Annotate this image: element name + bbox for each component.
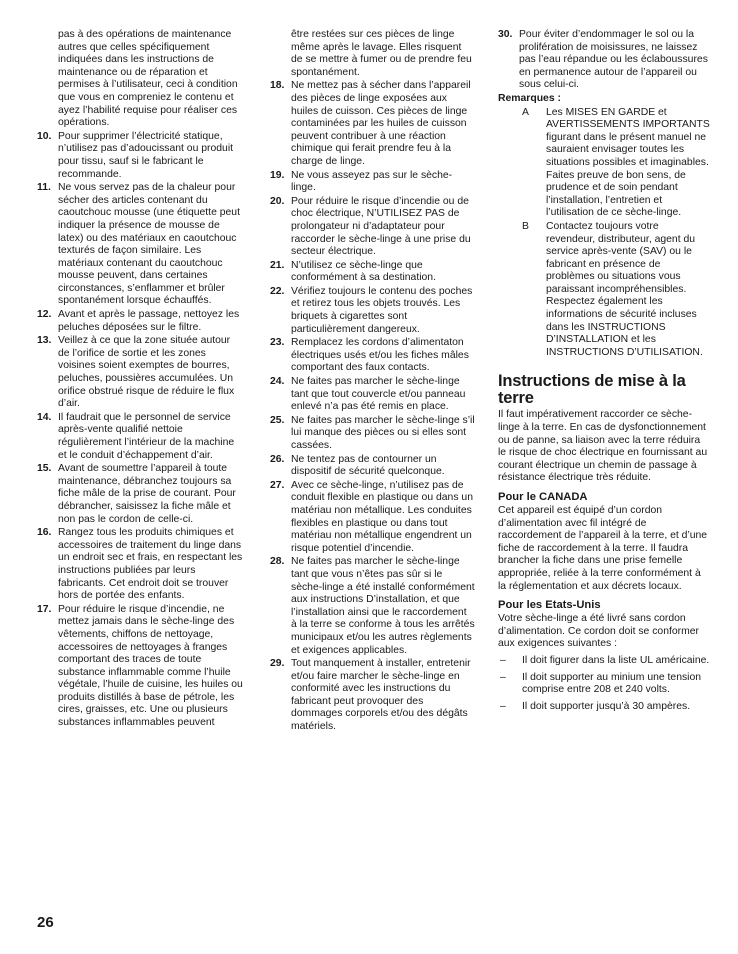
item-number: 13. xyxy=(37,335,52,347)
item-text: N’utilisez ce sèche-linge que conformément à sa destination. xyxy=(291,259,436,284)
item-number: 25. xyxy=(270,414,285,426)
requirement-item xyxy=(498,655,710,668)
requirement-item xyxy=(498,672,710,697)
item-text: Ne faites pas marcher le sèche-linge s’il lui manque des pièces ou si elles sont cassées. xyxy=(291,414,475,451)
item-text: Avec ce sèche-linge, n’utilisez pas de conduit flexible en plastique ou dans un matériau non métallique. Les conduites flexibles en plastique ou dans tout matériau non métallique engendrent un risque potentiel d’incendie. xyxy=(291,479,473,554)
item-text: Vérifiez toujours le contenu des poches et retirez tous les objets trouvés. Les briquets à cigarettes sont particulièrement dangereux. xyxy=(291,285,473,335)
list-item xyxy=(37,412,243,462)
item-number: 16. xyxy=(37,527,52,539)
column-middle xyxy=(270,29,475,735)
remark-item xyxy=(498,107,710,220)
list-item xyxy=(270,376,475,414)
continued-text: être restées sur ces pièces de linge même après le lavage. Elles risquent de se mettre à fumer ou de prendre feu spontanément. xyxy=(291,29,472,78)
list-item xyxy=(270,556,475,657)
item-text: Ne vous servez pas de la chaleur pour sécher des articles contenant du caoutchouc mousse (une étiquette peut indiquer la présence de mousse de latex) ou des matériaux en caoutchouc texturés de façon similaire. Les matériaux contenant du caoutchouc mousse peuvent, dans certaines circonstances, s’enflammer et brûler spontanément lorsque échauffés. xyxy=(58,182,240,307)
item-number: 30. xyxy=(498,29,513,40)
item-text: Pour éviter d’endommager le sol ou la prolifération de moisissures, ne laissez pas l’eau répandue ou les éclaboussures en permanence autour de l’appareil ou sous celui-ci. xyxy=(519,29,708,91)
us-paragraph: Votre sèche-linge a été livré sans cordon d’alimentation. Ce cordon doit se conformer aux exigences suivantes : xyxy=(498,613,699,650)
item-number: 14. xyxy=(37,411,52,423)
us-heading: Pour les Etats-Unis xyxy=(498,599,601,612)
page-number: 26 xyxy=(37,914,54,931)
item-number: 27. xyxy=(270,479,285,491)
item-number: 12. xyxy=(37,309,52,321)
requirement-text: Il doit supporter jusqu’à 30 ampères. xyxy=(522,700,691,712)
remark-letter: A xyxy=(522,106,529,118)
column-left xyxy=(37,29,243,731)
item-text: Ne faites pas marcher le sèche-linge tant que tout couvercle et/ou panneau enlevé n’a pas été remis en place. xyxy=(291,376,466,413)
list-item xyxy=(270,415,475,453)
list-item xyxy=(270,454,475,479)
item-text: Il faudrait que le personnel de service après-vente qualifié nettoie régulièrement l’intérieur de la machine et le conduit d’échappement d’air. xyxy=(58,411,235,461)
item-text: Pour réduire le risque d’incendie ou de choc électrique, N’UTILISEZ PAS de prolongateur ni d’adaptateur pour raccorder le sèche-linge à une prise du secteur électrique. xyxy=(291,195,471,258)
list-item xyxy=(270,260,475,285)
remark-text: Contactez toujours votre revendeur, distributeur, agent du service après-vente (SAV) ou le fabricant en présence de problèmes ou situations vous paraissant incompréhensibles. Respectez également les informations de sécurité incluses dans les INSTRUCTIONS D’INSTALLATION et les INSTRUCTIONS D’UTILISATION. xyxy=(546,220,703,358)
list-item xyxy=(270,196,475,259)
item-text: Ne tentez pas de contourner un dispositif de sécurité quelconque. xyxy=(291,453,445,478)
item-number: 15. xyxy=(37,463,52,475)
list-item xyxy=(37,604,243,730)
item-text: Ne mettez pas à sécher dans l’appareil des pièces de linge exposées aux huiles de cuisson. Ces pièces de linge contaminées par les huiles de cuisson peuvent contribuer à une réaction chimique qui ferait prendre feu à la charge de linge. xyxy=(291,80,471,167)
item-number: 22. xyxy=(270,285,285,297)
item-text: Tout manquement à installer, entretenir et/ou faire marcher le sèche-linge en conformité avec les instructions du fabricant peut provoquer des dommages corporels et/ou des dégâts matériels. xyxy=(291,658,471,733)
item-number: 28. xyxy=(270,556,285,568)
item-number: 24. xyxy=(270,376,285,388)
item-number: 17. xyxy=(37,603,52,615)
remark-text: Les MISES EN GARDE et AVERTISSEMENTS IMPORTANTS figurant dans le présent manuel ne sauraient envisager toutes les situations possibles et imaginables. Faites preuve de bon sens, de prudence et de soin pendant l’installation, l’entretien et l’utilisation de ce sèche-linge. xyxy=(546,106,710,219)
list-item xyxy=(37,335,243,411)
list-item xyxy=(37,309,243,334)
item-number: 23. xyxy=(270,337,285,349)
continued-text: pas à des opérations de maintenance autres que celles spécifiquement indiquées dans les instructions de maintenance ou de réparation et permises à l’utilisateur, ceci à condition que vous en compreniez le contenu et ayez l’habilité requise pour réaliser ces opérations. xyxy=(58,29,238,129)
canada-heading: Pour le CANADA xyxy=(498,491,588,503)
list-item xyxy=(37,131,243,181)
item-text: Avant et après le passage, nettoyez les peluches déposées sur le filtre. xyxy=(58,309,240,333)
column-right xyxy=(498,29,710,717)
item-number: 18. xyxy=(270,80,285,92)
item-text: Pour réduire le risque d’incendie, ne mettez jamais dans le sèche-linge des vêtements, chiffons de nettoyage, accessoires de nettoyages à franges comportant des traces de toute substance inflammable comme l’huile végétale, l’huile de cuisine, les huiles ou produits distillés à base de pétrole, les cires, graisses, etc. Une ou plusieurs substances inflammables peuvent xyxy=(58,603,243,729)
dash-marker: – xyxy=(500,654,506,666)
item-text: Ne faites pas marcher le sèche-linge tant que vous n’êtes pas sûr si le sèche-linge a été installé conformément aux instructions D’installation, et que l’installation ainsi que le raccordement à la terre se conforme à tous les arrêtés municipaux et/ou les autres règlements et exigences applicables. xyxy=(291,556,475,656)
requirement-text: Il doit supporter au minium une tension comprise entre 208 et 240 volts. xyxy=(522,671,702,696)
item-text: Ne vous asseyez pas sur le sèche-linge. xyxy=(291,169,453,194)
item-number: 19. xyxy=(270,169,285,181)
list-item xyxy=(270,80,475,168)
remarks-label: Remarques : xyxy=(498,92,561,104)
item-text: Avant de soumettre l’appareil à toute maintenance, débranchez toujours sa fiche mâle de la prise de courant. Pour débrancher, saisissez la fiche mâle et non pas le cordon de celle-ci. xyxy=(58,463,236,525)
list-item xyxy=(270,337,475,375)
item-number: 29. xyxy=(270,658,285,670)
item-text: Pour supprimer l’électricité statique, n’utilisez pas d’adoucissant ou produit pour tissu, sauf si le fabricant le recommande. xyxy=(58,130,234,180)
item-text: Remplacez les cordons d’alimentaton électriques usés et/ou les fiches mâles comportant des faux contacts. xyxy=(291,337,469,374)
item-text: Rangez tous les produits chimiques et accessoires de traitement du linge dans un endroit sec et frais, en respectant les instructions publiées par leurs fabricants. Cet endroit doit se trouver hors de portée des enfants. xyxy=(58,527,243,602)
requirement-text: Il doit figurer dans la liste UL américaine. xyxy=(522,654,710,666)
list-item xyxy=(37,463,243,526)
dash-marker: – xyxy=(500,700,506,712)
item-number: 26. xyxy=(270,453,285,465)
dash-marker: – xyxy=(500,671,506,683)
list-item xyxy=(498,29,710,92)
list-item xyxy=(270,658,475,734)
item-number: 10. xyxy=(37,130,52,142)
item-number: 20. xyxy=(270,195,285,207)
intro-paragraph: Il faut impérativement raccorder ce sèche-linge à la terre. En cas de dysfonctionnement ou de panne, sa liaison avec la terre réduira le risque de choc électrique en fournissant au courant électrique un chemin de passage à résistance électrique très réduite. xyxy=(498,409,708,484)
item-text: Veillez à ce que la zone située autour de l’orifice de sortie et les zones voisines soient exemptes de bourres, peluches, poussières accumulées. Un orifice obstrué risque de réduire le flux d’air. xyxy=(58,335,235,410)
remark-item xyxy=(498,221,710,360)
list-item xyxy=(270,170,475,195)
canada-paragraph: Cet appareil est équipé d’un cordon d’alimentation avec fil intégré de raccordement de l’appareil à la terre, et d’une fiche de raccordement à la terre. Il faudra brancher la fiche dans une prise femelle appropriée, reliée à la terre conformément à la réglementation et aux décrets locaux. xyxy=(498,505,708,592)
list-item xyxy=(270,286,475,336)
item-number: 21. xyxy=(270,259,285,271)
list-item xyxy=(270,480,475,556)
item-number: 11. xyxy=(37,182,51,194)
section-heading: Instructions de mise à la terre xyxy=(498,372,686,408)
list-item xyxy=(37,527,243,603)
remark-letter: B xyxy=(522,220,529,232)
requirement-item xyxy=(498,701,710,714)
list-item xyxy=(37,182,243,308)
